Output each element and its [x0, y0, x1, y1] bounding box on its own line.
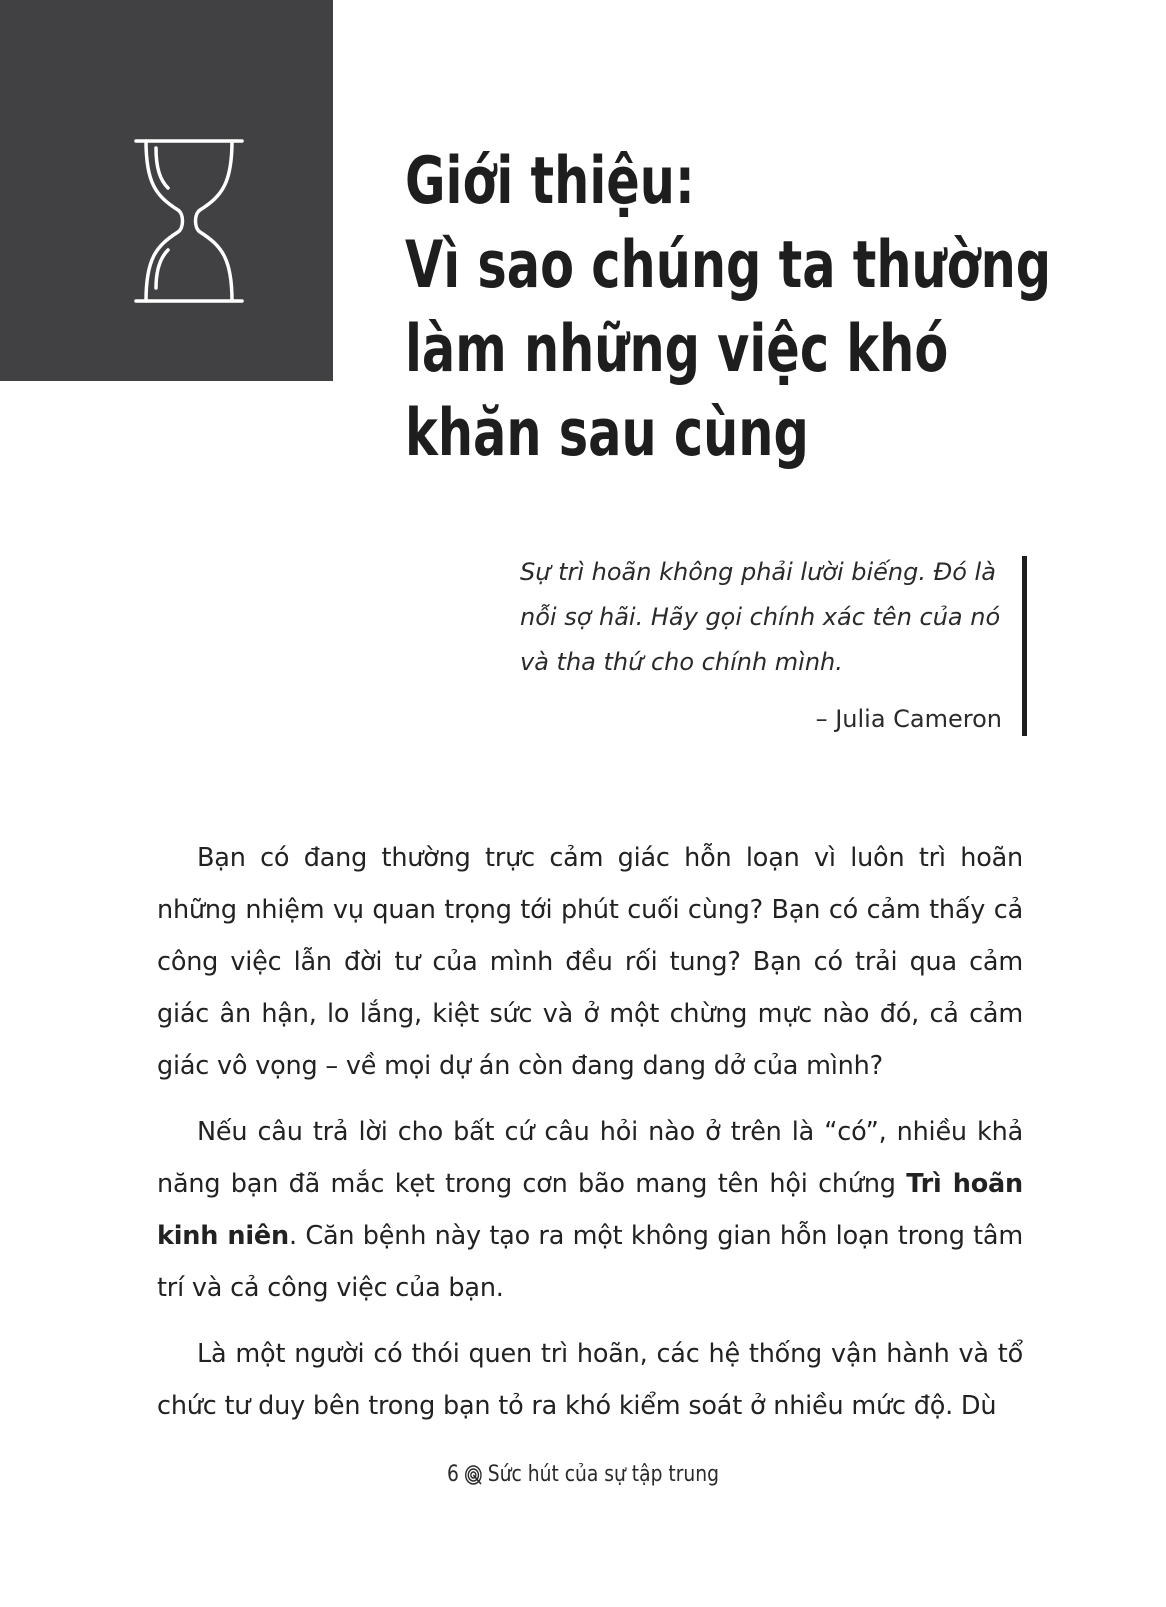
book-title: Sức hút của sự tập trung [487, 1462, 719, 1487]
page-footer [0, 1462, 1166, 1487]
chapter-title-line: Giới thiệu: [405, 144, 695, 219]
epigraph-author: – Julia Cameron [815, 705, 1002, 733]
hourglass-icon [134, 138, 244, 304]
chapter-title-line: Vì sao chúng ta thường [405, 228, 1052, 303]
page-number: 6 [446, 1462, 459, 1487]
chapter-title-line: khăn sau cùng [405, 396, 809, 471]
paragraph-3: Là một người có thói quen trì hoãn, các hệ thống vận hành và tổ chức tư duy bên trong bạn tỏ ra khó kiểm soát ở nhiều mức độ. Dù [157, 1339, 1023, 1421]
epigraph [520, 550, 1002, 742]
paragraph-1: Bạn có đang thường trực cảm giác hỗn loạn vì luôn trì hoãn những nhiệm vụ quan trọng tới phút cuối cùng? Bạn có cảm thấy cả công việc lẫn đời tư của mình đều rối tung? Bạn có trải qua cảm giác ân hận, lo lắng, kiệt sức và ở một chừng mực nào đó, cả cảm giác vô vọng – về mọi dự án còn đang dang dở của mình? [157, 843, 1023, 1081]
chapter-title [405, 140, 1052, 476]
epigraph-text: Sự trì hoãn không phải lười biếng. Đó là nỗi sợ hãi. Hãy gọi chính xác tên của nó và tha thứ cho chính mình. [520, 558, 1001, 676]
chapter-title-line: làm những việc khó [405, 312, 949, 387]
target-icon [464, 1464, 483, 1486]
paragraph-2-text: Nếu câu trả lời cho bất cứ câu hỏi nào ở trên là “có”, nhiều khả năng bạn đã mắc kẹt trong cơn bão mang tên hội chứng [157, 1117, 1023, 1199]
paragraph-2 [157, 1106, 1023, 1314]
epigraph-rule [1022, 556, 1027, 736]
paragraph-2-text-end: . Căn bệnh này tạo ra một không gian hỗn loạn trong tâm trí và cả công việc của bạn. [157, 1221, 1023, 1303]
chapter-icon-block [0, 0, 333, 381]
bold-term: Trì hoãn kinh niên [157, 1169, 1023, 1251]
body-text [157, 832, 1023, 1446]
